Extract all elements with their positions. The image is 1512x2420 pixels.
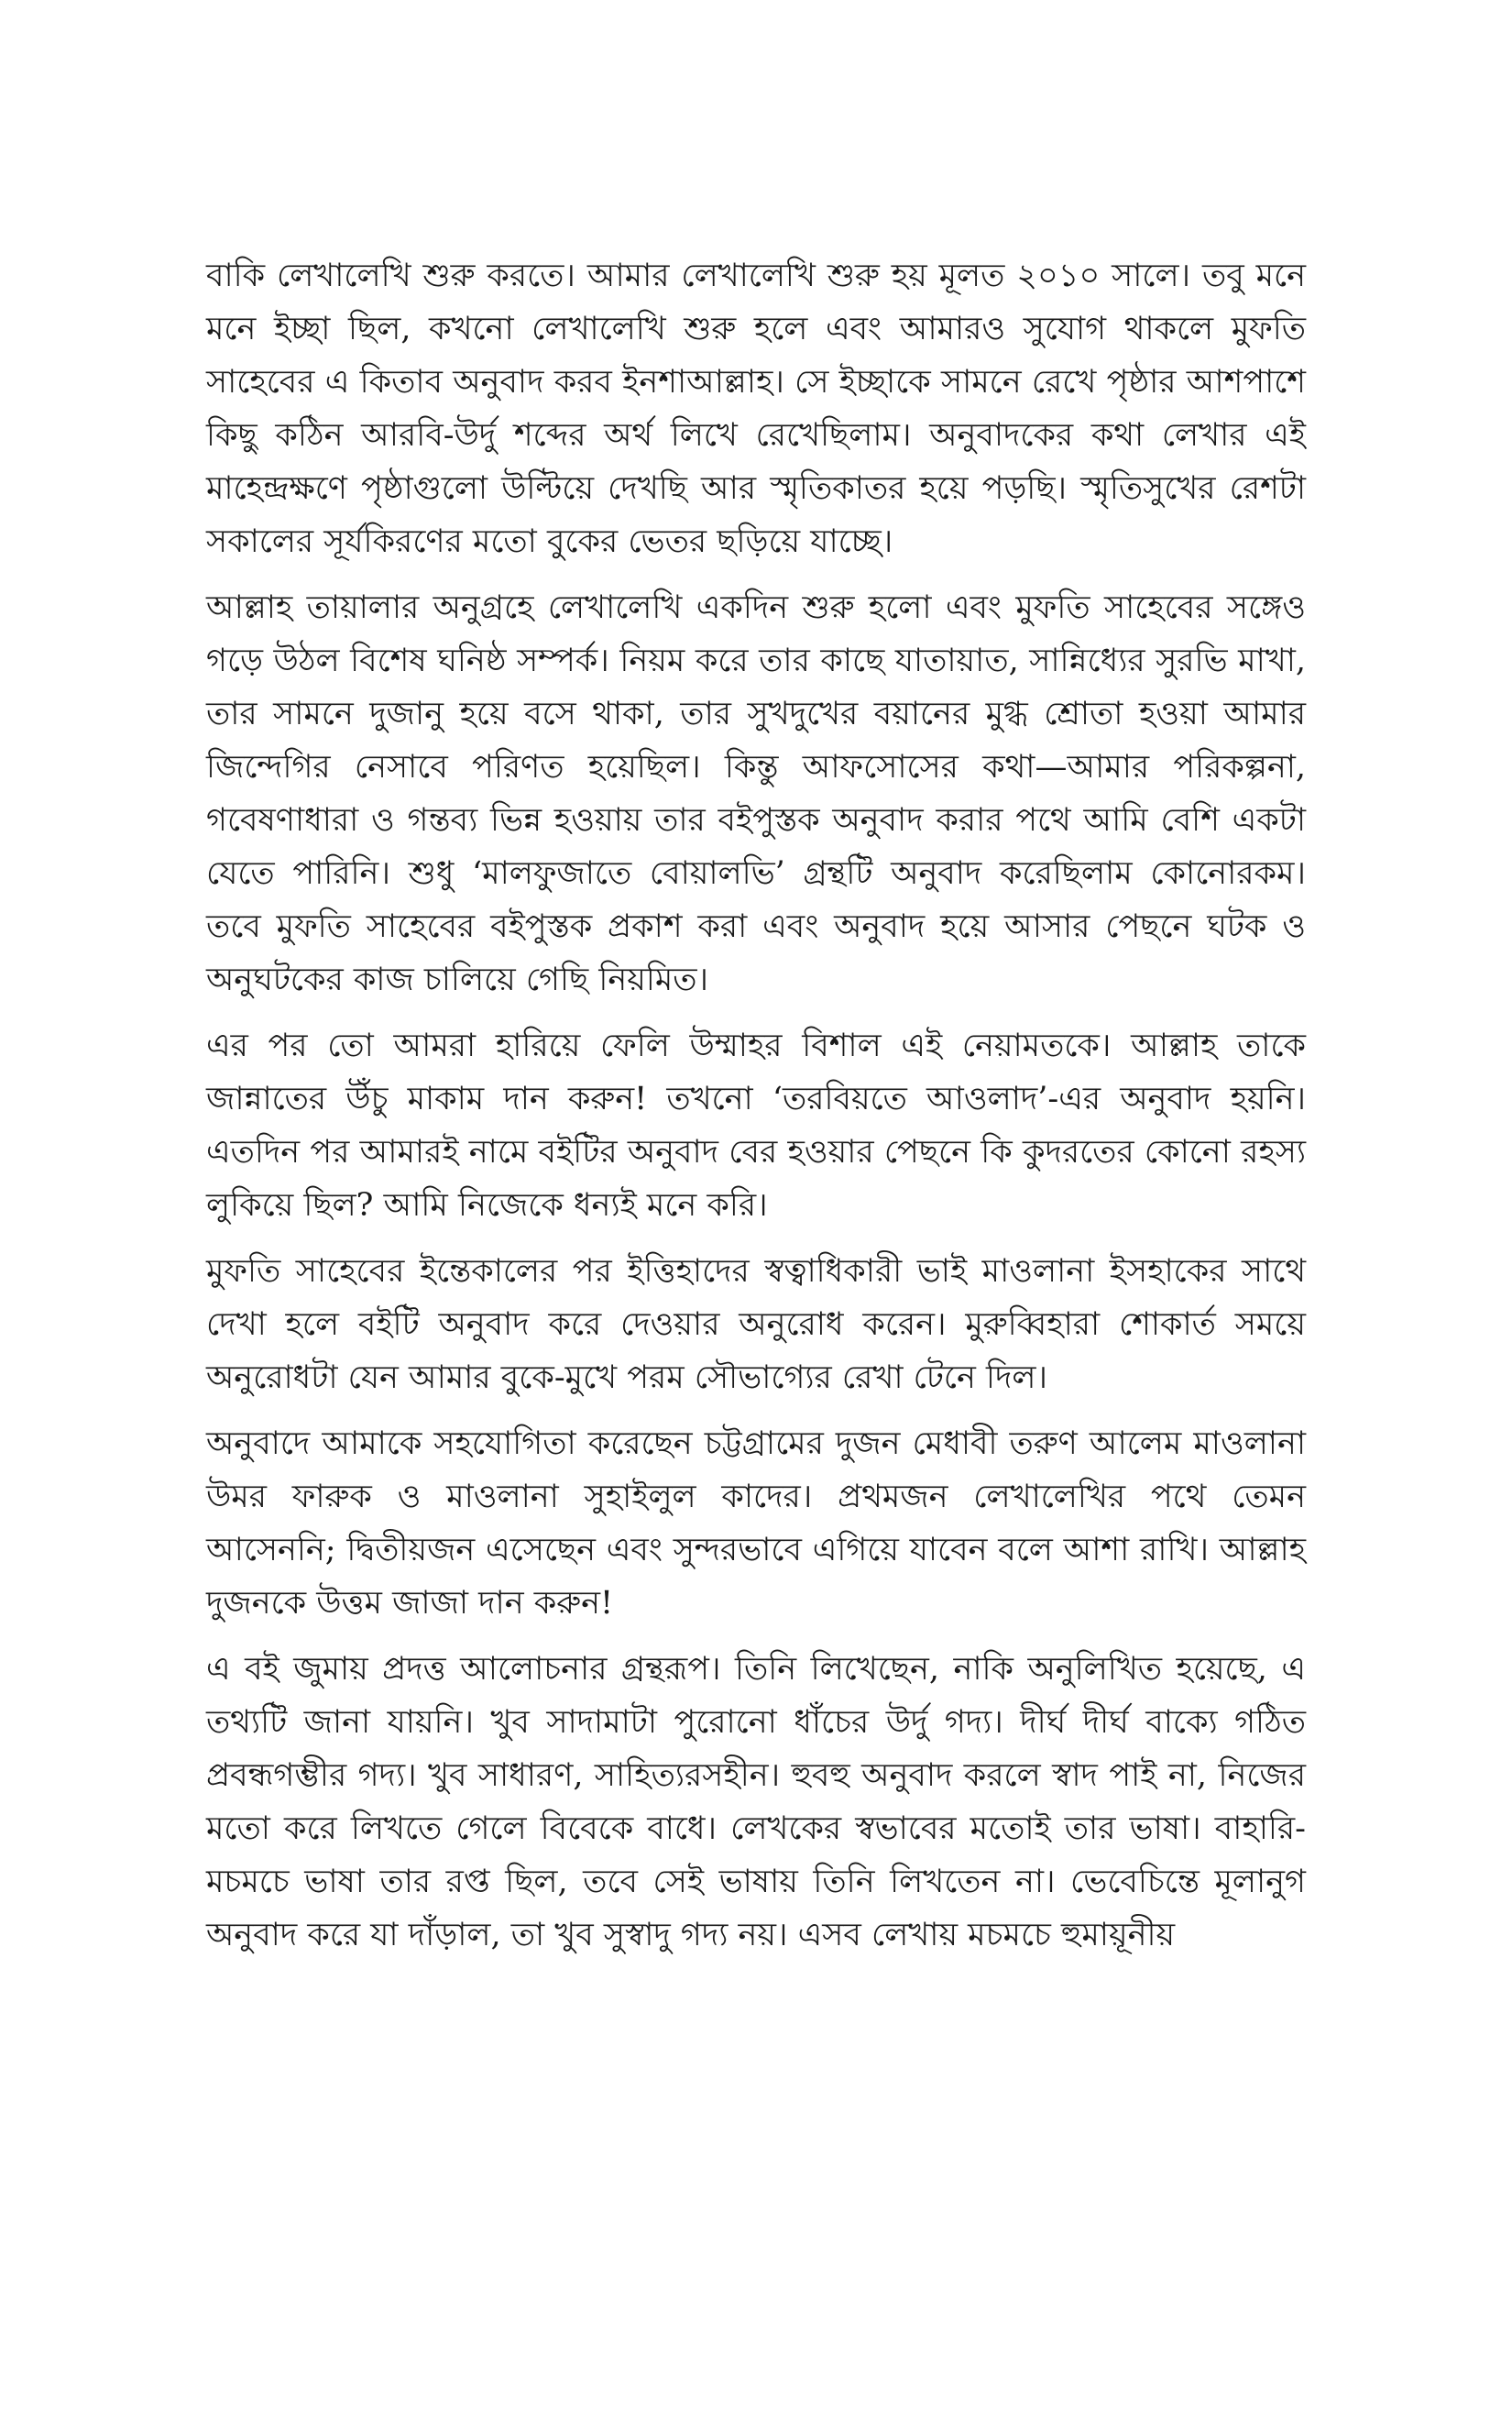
paragraph-6: এ বই জুমায় প্রদত্ত আলোচনার গ্রন্থরূপ। তিনি লিখেছেন, নাকি অনুলিখিত হয়েছে, এ তথ্যটি জানা যায়নি। খুব সাদামাটা পুরোনো ধাঁচের উর্দু গদ্য। দীর্ঘ দীর্ঘ বাক্যে গঠিত প্রবন্ধগম্ভীর গদ্য। খুব সাধারণ, সাহিত্যরসহীন। হুবহু অনুবাদ করলে স্বাদ পাই না, নিজের মতো করে লিখতে গেলে বিবেকে বাধে। লেখকের স্বভাবের মতোই তার ভাষা। বাহারি-মচমচে ভাষা তার রপ্ত ছিল, তবে সেই ভাষায় তিনি লিখতেন না। ভেবেচিন্তে মূলানুগ অনুবাদ করে যা দাঁড়াল, তা খুব সুস্বাদু গদ্য নয়। এসব লেখায় মচমচে হুমায়ূনীয় <box>206 1651 1306 1953</box>
paragraph-4: মুফতি সাহেবের ইন্তেকালের পর ইত্তিহাদের স্বত্বাধিকারী ভাই মাওলানা ইসহাকের সাথে দেখা হলে বইটি অনুবাদ করে দেওয়ার অনুরোধ করেন। মুরুব্বিহারা শোকার্ত সময়ে অনুরোধটা যেন আমার বুকে-মুখে পরম সৌভাগ্যের রেখা টেনে দিল। <box>206 1253 1306 1396</box>
paragraph-1: বাকি লেখালেখি শুরু করতে। আমার লেখালেখি শুরু হয় মূলত ২০১০ সালে। তবু মনে মনে ইচ্ছা ছিল, কখনো লেখালেখি শুরু হলে এবং আমারও সুযোগ থাকলে মুফতি সাহেবের এ কিতাব অনুবাদ করব ইনশাআল্লাহ। সে ইচ্ছাকে সামনে রেখে পৃষ্ঠার আশপাশে কিছু কঠিন আরবি-উর্দু শব্দের অর্থ লিখে রেখেছিলাম। অনুবাদকের কথা লেখার এই মাহেন্দ্রক্ষণে পৃষ্ঠাগুলো উল্টিয়ে দেখছি আর স্মৃতিকাতর হয়ে পড়ছি। স্মৃতিসুখের রেশটা সকালের সূর্যকিরণের মতো বুকের ভেতর ছড়িয়ে যাচ্ছে। <box>206 258 1306 560</box>
page-body <box>206 249 1306 1974</box>
paragraph-2: আল্লাহ তায়ালার অনুগ্রহে লেখালেখি একদিন শুরু হলো এবং মুফতি সাহেবের সঙ্গেও গড়ে উঠল বিশেষ ঘনিষ্ঠ সম্পর্ক। নিয়ম করে তার কাছে যাতায়াত, সান্নিধ্যের সুরভি মাখা, তার সামনে দুজানু হয়ে বসে থাকা, তার সুখদুখের বয়ানের মুগ্ধ শ্রোতা হওয়া আমার জিন্দেগির নেসাবে পরিণত হয়েছিল। কিন্তু আফসোসের কথা—আমার পরিকল্পনা, গবেষণাধারা ও গন্তব্য ভিন্ন হওয়ায় তার বইপুস্তক অনুবাদ করার পথে আমি বেশি একটা যেতে পারিনি। শুধু ‘মালফুজাতে বোয়ালভি’ গ্রন্থটি অনুবাদ করেছিলাম কোনোরকম। তবে মুফতি সাহেবের বইপুস্তক প্রকাশ করা এবং অনুবাদ হয়ে আসার পেছনে ঘটক ও অনুঘটকের কাজ চালিয়ে গেছি নিয়মিত। <box>206 589 1306 998</box>
paragraph-5: অনুবাদে আমাকে সহযোগিতা করেছেন চট্টগ্রামের দুজন মেধাবী তরুণ আলেম মাওলানা উমর ফারুক ও মাওলানা সুহাইলুল কাদের। প্রথমজন লেখালেখির পথে তেমন আসেননি; দ্বিতীয়জন এসেছেন এবং সুন্দরভাবে এগিয়ে যাবেন বলে আশা রাখি। আল্লাহ দুজনকে উত্তম জাজা দান করুন! <box>206 1425 1306 1622</box>
paragraph-3: এর পর তো আমরা হারিয়ে ফেলি উম্মাহর বিশাল এই নেয়ামতকে। আল্লাহ তাকে জান্নাতের উঁচু মাকাম দান করুন! তখনো ‘তরবিয়তে আওলাদ’-এর অনুবাদ হয়নি। এতদিন পর আমারই নামে বইটির অনুবাদ বের হওয়ার পেছনে কি কুদরতের কোনো রহস্য লুকিয়ে ছিল? আমি নিজেকে ধন্যই মনে করি। <box>206 1028 1306 1224</box>
